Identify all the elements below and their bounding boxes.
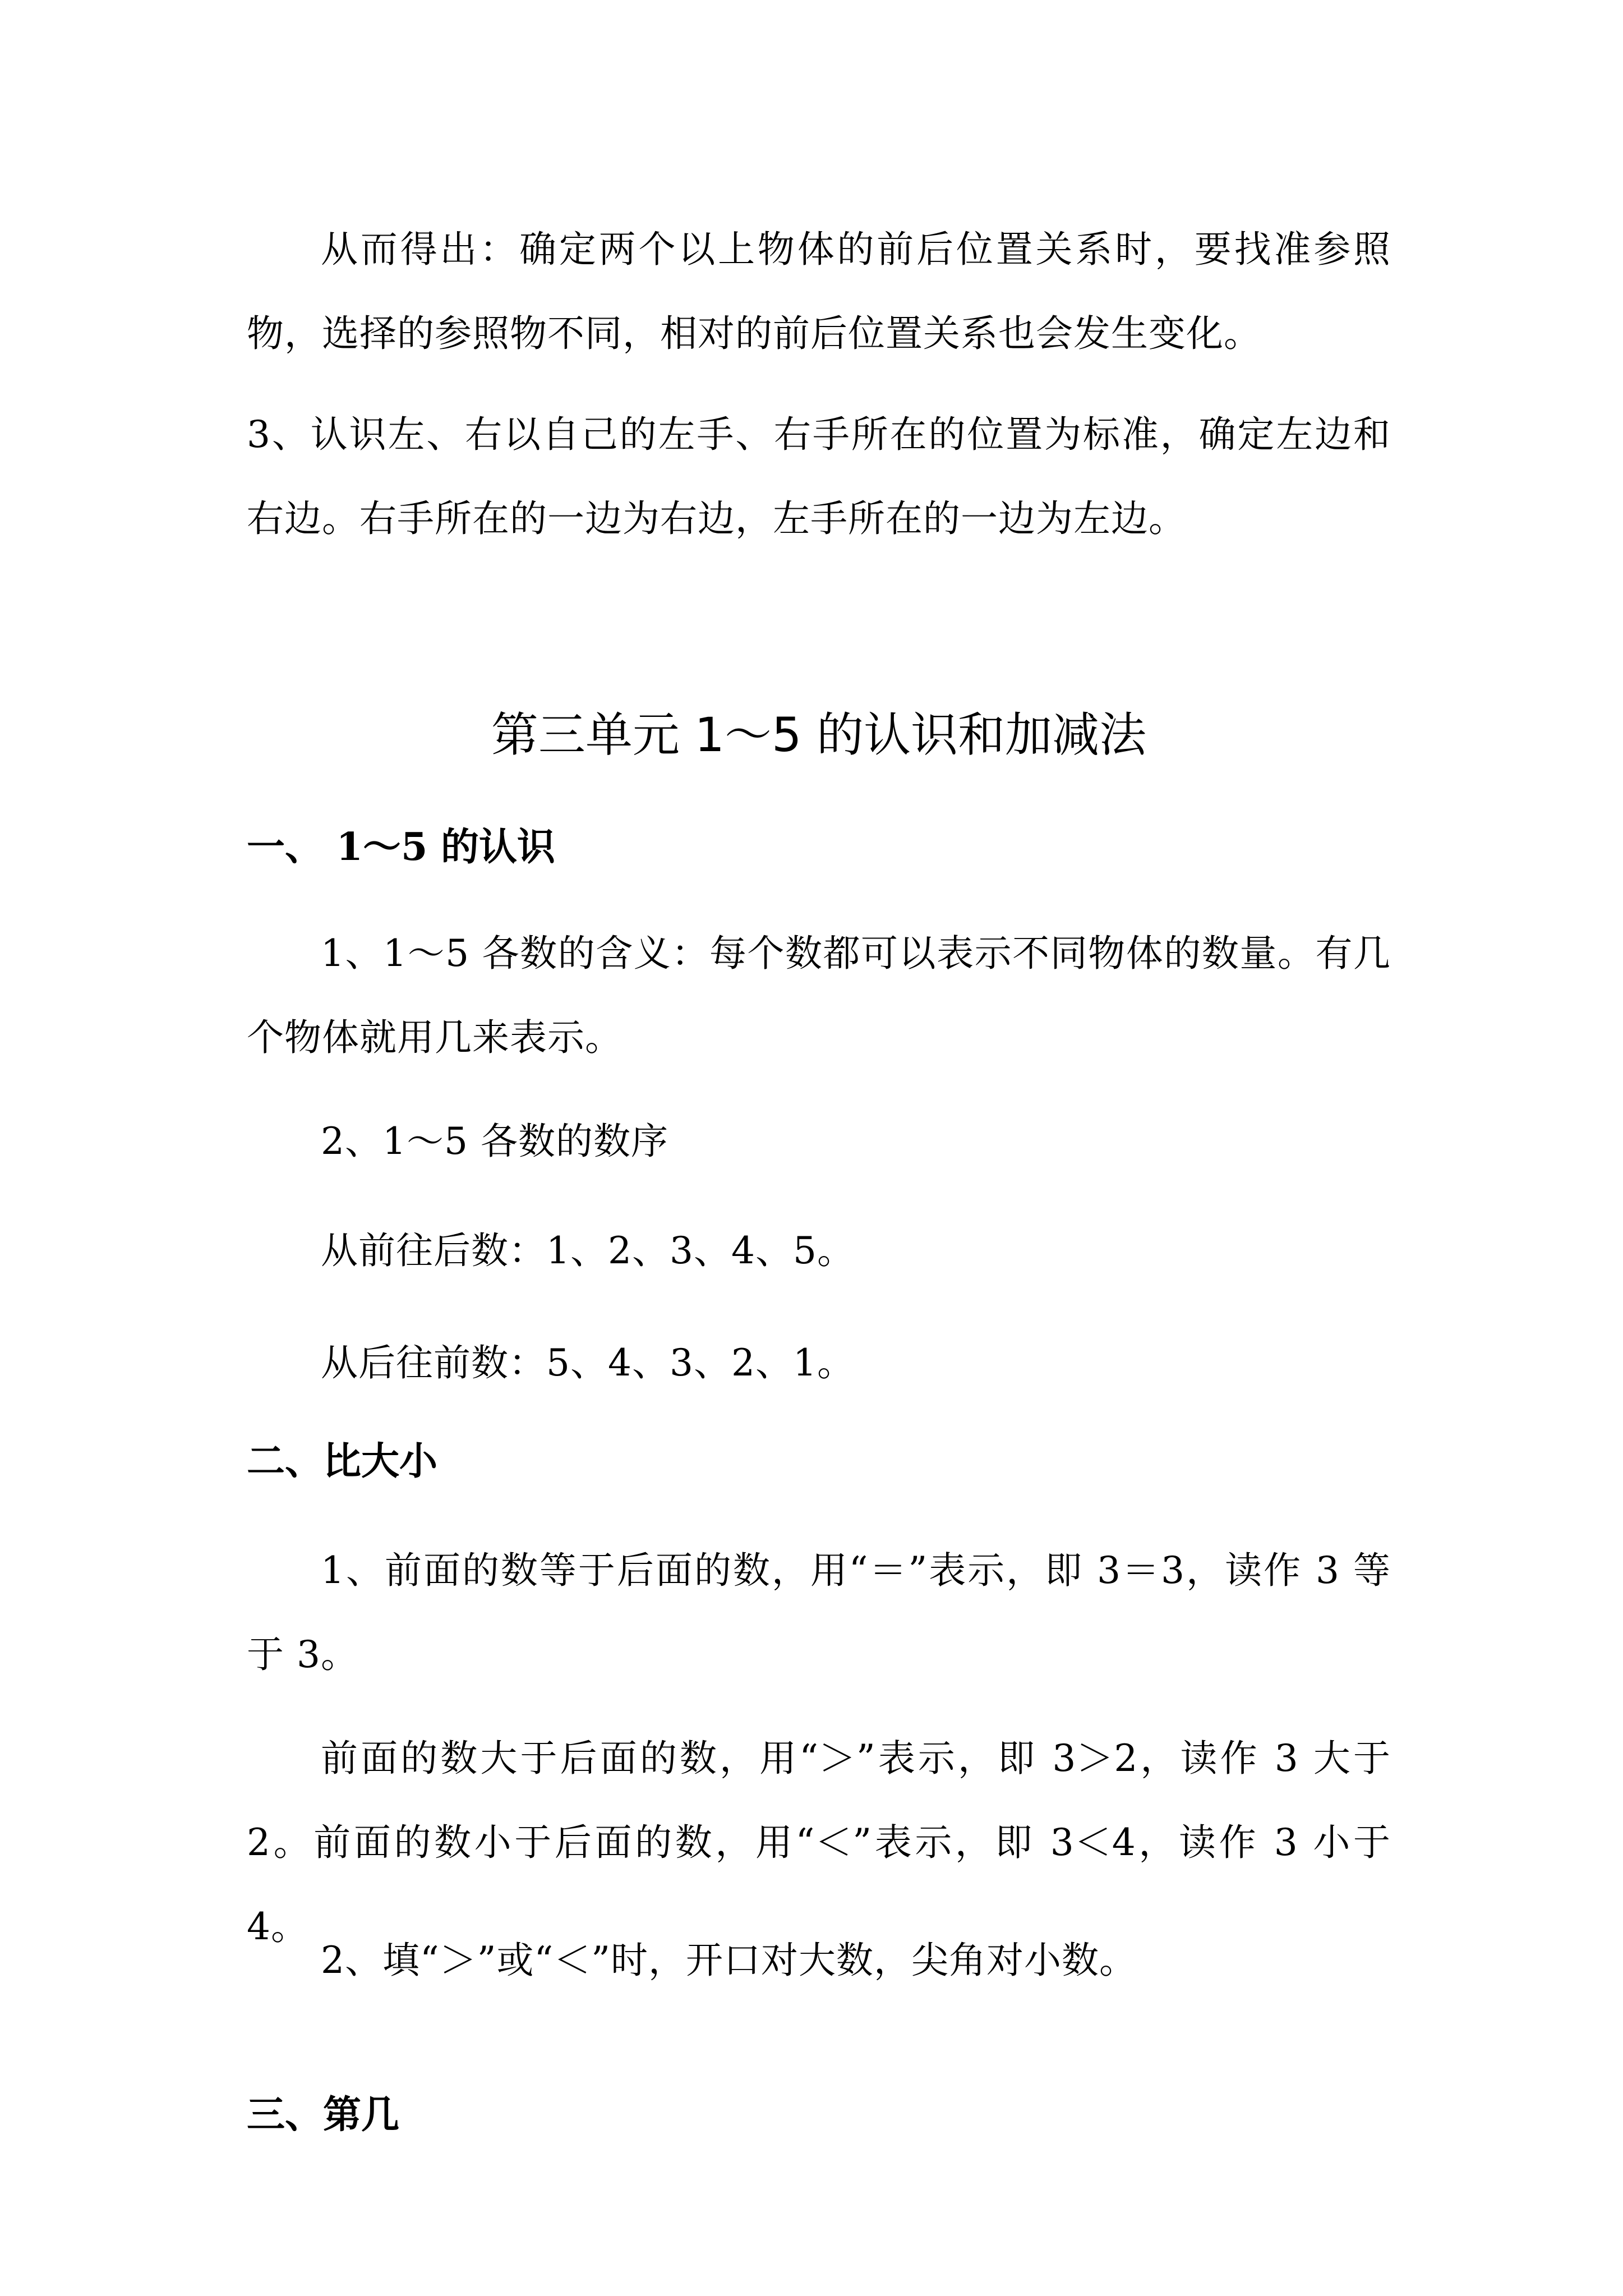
paragraph-number-order: 2、1～5 各数的数序 (321, 1120, 668, 1163)
paragraph-greater-less: 前面的数大于后面的数，用“＞”表示，即 3＞2，读作 3 大于 2。前面的数小于后面的数，用“＜”表示，即 3＜4，读作 3 小于 4。 (247, 1737, 1391, 1948)
paragraph-conclusion: 从而得出：确定两个以上物体的前后位置关系时，要找准参照物，选择的参照物不同，相对的前后位置关系也会发生变化。 (247, 228, 1391, 355)
paragraph-count-backward: 从后往前数：5、4、3、2、1。 (321, 1341, 855, 1384)
section-heading-2: 二、比大小 (247, 1439, 438, 1484)
section-heading-3: 三、第几 (247, 2092, 400, 2137)
chapter-title: 第三单元 1～5 的认识和加减法 (491, 707, 1147, 762)
section-heading-1: 一、 1～5 的认识 (247, 825, 555, 869)
paragraph-equal: 1、前面的数等于后面的数，用“＝”表示，即 3＝3，读作 3 等于 3。 (247, 1549, 1391, 1676)
paragraph-number-meaning: 1、1～5 各数的含义：每个数都可以表示不同物体的数量。有几个物体就用几来表示。 (247, 932, 1391, 1059)
paragraph-count-forward: 从前往后数：1、2、3、4、5。 (321, 1229, 855, 1272)
paragraph-left-right: 3、认识左、右以自己的左手、右手所在的位置为标准，确定左边和右边。右手所在的一边为右边，左手所在的一边为左边。 (247, 413, 1391, 540)
paragraph-symbol-tip: 2、填“＞”或“＜”时，开口对大数，尖角对小数。 (321, 1939, 1137, 1982)
